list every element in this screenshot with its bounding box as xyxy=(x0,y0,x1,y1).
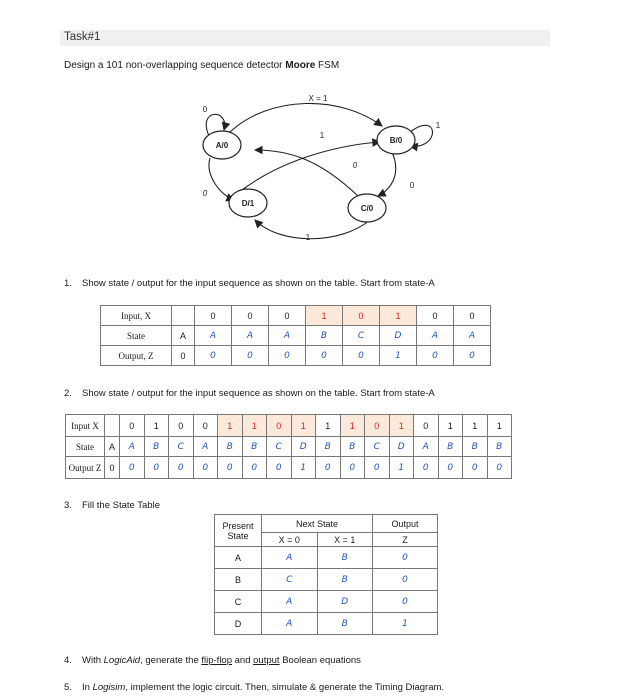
output-row-cell: 0 xyxy=(438,457,463,479)
subtitle-bold: Moore xyxy=(285,60,316,71)
input-row-cell: 1 xyxy=(438,415,463,437)
input-row-cell: 1 xyxy=(487,415,512,437)
edge-c-to-d xyxy=(255,220,370,239)
input-row-cell: 0 xyxy=(417,306,454,326)
state-row xyxy=(101,326,491,346)
output-row-cell: 0 xyxy=(267,457,292,479)
output-row-cell: 0 xyxy=(269,346,306,366)
state-row-cell: A xyxy=(120,437,145,457)
output-row-cell: 0 xyxy=(454,346,491,366)
question-2: 2. Show state / output for the input sequence as shown on the table. Start from state-A xyxy=(64,388,435,399)
state-row-cell: B xyxy=(316,437,341,457)
state-row-cell: C xyxy=(169,437,194,457)
input-row-cell: 1 xyxy=(144,415,169,437)
output-row-cell: 0 xyxy=(306,346,343,366)
state-row-cell: C xyxy=(343,326,380,346)
output-row-cell: 0 xyxy=(316,457,341,479)
output-row-cell: 0 xyxy=(340,457,365,479)
input-row-cell: 1 xyxy=(463,415,488,437)
state-row-cell: A xyxy=(195,326,232,346)
output-row-cell: 0 xyxy=(487,457,512,479)
state-row-cell: D xyxy=(380,326,417,346)
state-row-cell: A xyxy=(172,326,195,346)
row-a-x1: B xyxy=(317,547,373,569)
state-row-cell: B xyxy=(218,437,243,457)
row-d-z: 1 xyxy=(373,613,438,635)
header-x0: X = 0 xyxy=(262,533,318,547)
output-row-cell: 0 xyxy=(232,346,269,366)
state-row-cell: A xyxy=(105,437,120,457)
output-row-cell: 0 xyxy=(193,457,218,479)
label-c-to-d: 1 xyxy=(305,233,311,242)
input-row xyxy=(101,306,491,326)
output-row-cell: 0 xyxy=(105,457,120,479)
input-row xyxy=(66,415,512,437)
output-row-cell: 0 xyxy=(463,457,488,479)
input-row-cell: 0 xyxy=(454,306,491,326)
output-row xyxy=(101,346,491,366)
state-row-cell: B xyxy=(438,437,463,457)
input-row-cell: 0 xyxy=(343,306,380,326)
edge-a-to-b xyxy=(230,103,382,132)
label-a-to-d: 0 xyxy=(202,189,208,198)
state-row-cell: D xyxy=(291,437,316,457)
question-5: 5. In Logisim, implement the logic circuit. Then, simulate & generate the Timing Diagram. xyxy=(64,682,445,693)
output-row-cell: 0 xyxy=(343,346,380,366)
input-row-cell: 1 xyxy=(242,415,267,437)
header-z: Z xyxy=(373,533,438,547)
output-row-cell: 0 xyxy=(169,457,194,479)
edge-b-to-c xyxy=(378,152,396,196)
output-row-label: Output Z xyxy=(66,457,105,479)
question-1: 1. Show state / output for the input sequence as shown on the table. Start from state-A xyxy=(64,278,435,289)
row-c-x1: D xyxy=(317,591,373,613)
input-row-cell: 0 xyxy=(195,306,232,326)
output-row-cell: 0 xyxy=(417,346,454,366)
output-row-cell: 0 xyxy=(172,346,195,366)
state-row-cell: A xyxy=(269,326,306,346)
output-row-label: Output, Z xyxy=(101,346,172,366)
row-c-z: 0 xyxy=(373,591,438,613)
row-c-x0: A xyxy=(262,591,318,613)
row-b-x0: C xyxy=(262,569,318,591)
subtitle-prefix: Design a 101 non-overlapping sequence detector xyxy=(64,60,286,71)
state-a-label: A/0 xyxy=(215,141,229,150)
state-row xyxy=(66,437,512,457)
row-b-x1: B xyxy=(317,569,373,591)
question-3: 3. Fill the State Table xyxy=(64,500,160,511)
label-b-self: 1 xyxy=(435,121,441,130)
input-row-cell: 0 xyxy=(269,306,306,326)
row-c-present: C xyxy=(215,591,262,613)
input-row-cell: 0 xyxy=(414,415,439,437)
input-row-cell xyxy=(105,415,120,437)
state-c-label: C/0 xyxy=(360,204,374,213)
state-row-cell: D xyxy=(389,437,414,457)
label-a-to-b: X = 1 xyxy=(308,94,328,103)
state-d-label: D/1 xyxy=(241,199,255,208)
sequence-table-2 xyxy=(65,414,512,479)
state-table xyxy=(214,514,438,635)
row-b-z: 0 xyxy=(373,569,438,591)
input-row-cell: 0 xyxy=(232,306,269,326)
header-next-state: Next State xyxy=(262,515,373,533)
output-row-cell: 0 xyxy=(120,457,145,479)
label-a-self: 0 xyxy=(202,105,208,114)
output-row-cell: 1 xyxy=(380,346,417,366)
output-row xyxy=(66,457,512,479)
input-row-label: Input X xyxy=(66,415,105,437)
input-row-cell: 1 xyxy=(316,415,341,437)
row-a-present: A xyxy=(215,547,262,569)
question-4: 4. With LogicAid, generate the flip-flop and output Boolean equations xyxy=(64,655,361,666)
state-row-cell: B xyxy=(463,437,488,457)
output-row-cell: 1 xyxy=(291,457,316,479)
input-row-label: Input, X xyxy=(101,306,172,326)
row-d-x1: B xyxy=(317,613,373,635)
state-row-cell: A xyxy=(417,326,454,346)
state-row-cell: B xyxy=(242,437,267,457)
header-output: Output xyxy=(373,515,438,533)
input-row-cell: 0 xyxy=(120,415,145,437)
edge-d-to-b xyxy=(242,142,380,190)
input-row-cell: 0 xyxy=(193,415,218,437)
header-present-state: Present State xyxy=(215,515,262,547)
header-x1: X = 1 xyxy=(317,533,373,547)
input-row-cell: 0 xyxy=(365,415,390,437)
task-title: Task#1 xyxy=(64,31,101,43)
state-row-cell: B xyxy=(144,437,169,457)
edge-a-to-d xyxy=(209,158,234,200)
state-row-cell: B xyxy=(306,326,343,346)
label-c-to-a: 0 xyxy=(352,161,358,170)
state-row-cell: B xyxy=(340,437,365,457)
input-row-cell: 0 xyxy=(267,415,292,437)
subtitle-suffix: FSM xyxy=(315,60,340,71)
row-d-present: D xyxy=(215,613,262,635)
output-row-cell: 0 xyxy=(144,457,169,479)
state-row-label: State xyxy=(101,326,172,346)
row-d-x0: A xyxy=(262,613,318,635)
input-row-cell: 1 xyxy=(291,415,316,437)
input-row-cell: 1 xyxy=(218,415,243,437)
state-row-cell: A xyxy=(193,437,218,457)
output-row-cell: 0 xyxy=(242,457,267,479)
input-row-cell: 1 xyxy=(340,415,365,437)
state-row-cell: C xyxy=(267,437,292,457)
state-row-cell: A xyxy=(414,437,439,457)
input-row-cell xyxy=(172,306,195,326)
state-row-label: State xyxy=(66,437,105,457)
state-row-cell: B xyxy=(487,437,512,457)
state-b-label: B/0 xyxy=(389,136,403,145)
sequence-table-1 xyxy=(100,305,491,366)
state-row-cell: A xyxy=(232,326,269,346)
row-a-z: 0 xyxy=(373,547,438,569)
output-row-cell: 0 xyxy=(365,457,390,479)
label-b-to-c: 0 xyxy=(409,181,415,190)
input-row-cell: 0 xyxy=(169,415,194,437)
row-b-present: B xyxy=(215,569,262,591)
output-row-cell: 1 xyxy=(389,457,414,479)
label-d-to-b: 1 xyxy=(319,131,325,140)
input-row-cell: 1 xyxy=(389,415,414,437)
output-row-cell: 0 xyxy=(195,346,232,366)
output-row-cell: 0 xyxy=(414,457,439,479)
output-row-cell: 0 xyxy=(218,457,243,479)
input-row-cell: 1 xyxy=(380,306,417,326)
input-row-cell: 1 xyxy=(306,306,343,326)
state-row-cell: C xyxy=(365,437,390,457)
state-row-cell: A xyxy=(454,326,491,346)
fsm-diagram xyxy=(0,0,617,260)
row-a-x0: A xyxy=(262,547,318,569)
